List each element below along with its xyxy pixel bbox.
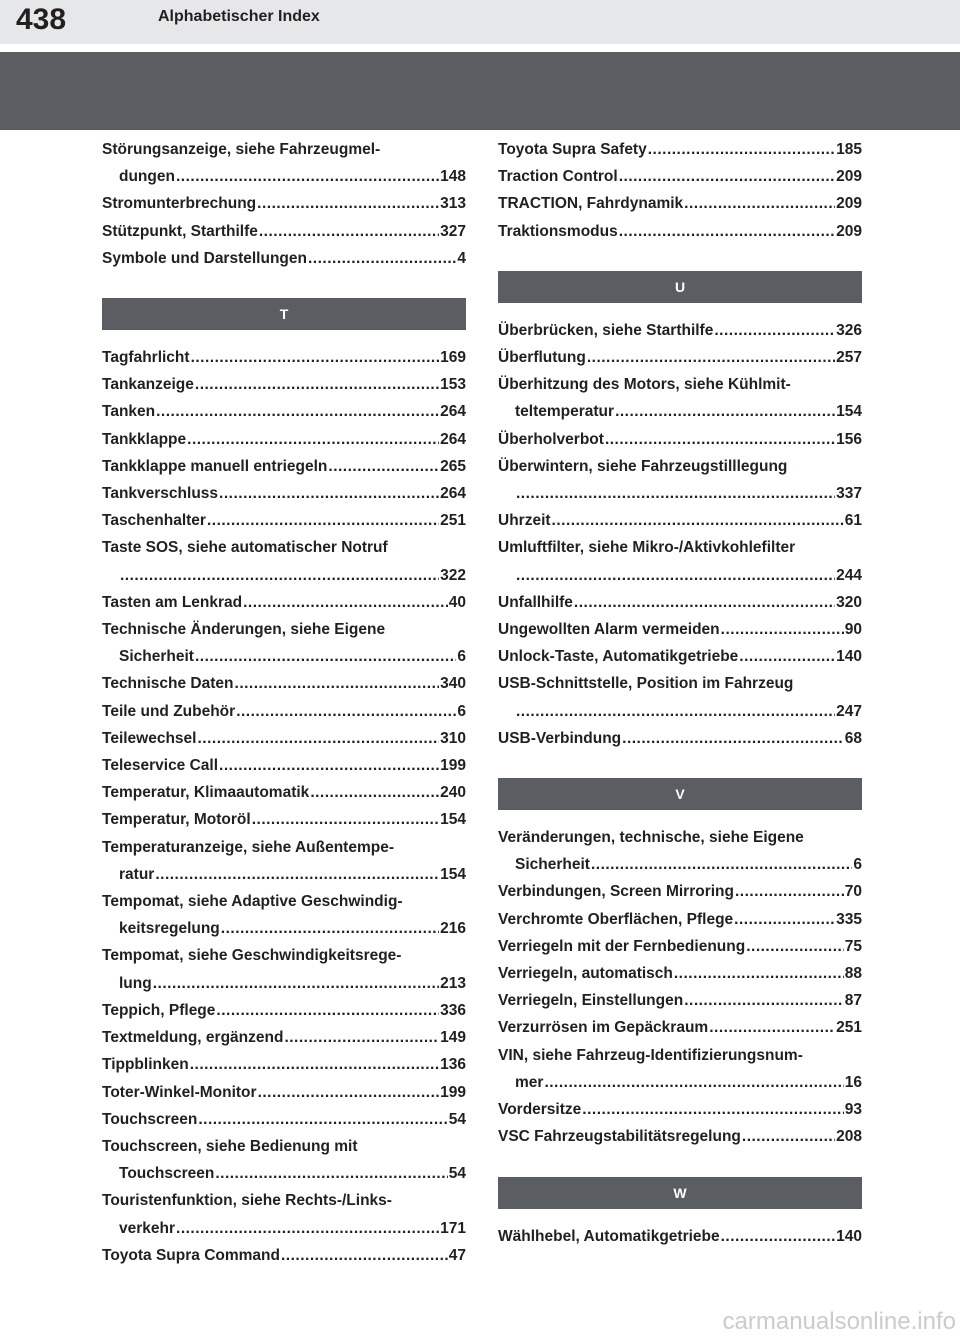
entry-term: Tasten am Lenkrad xyxy=(102,593,243,611)
index-entry xyxy=(498,218,862,245)
page-reference[interactable]: 247 xyxy=(836,702,862,720)
entry-term: Technische Daten xyxy=(102,675,234,693)
index-entry xyxy=(102,218,466,245)
dot-leader xyxy=(721,1223,836,1250)
entry-term: Tankverschluss xyxy=(102,485,219,503)
index-entry xyxy=(498,507,862,534)
dot-leader xyxy=(207,507,439,534)
dot-leader xyxy=(219,752,439,779)
section-header: T xyxy=(102,298,466,330)
dot-leader xyxy=(215,1160,447,1187)
dot-leader xyxy=(310,779,439,806)
index-entry xyxy=(102,1187,466,1241)
page-reference[interactable]: 169 xyxy=(440,349,466,367)
entry-term: Unfallhilfe xyxy=(498,593,573,611)
dot-leader xyxy=(187,426,439,453)
dot-leader xyxy=(236,698,456,725)
index-entry xyxy=(498,616,862,643)
page-header xyxy=(0,0,960,44)
index-entry xyxy=(102,942,466,996)
index-entry xyxy=(498,1123,862,1150)
index-entry xyxy=(498,878,862,905)
entry-term: VIN, siehe Fahrzeug-Identifizierungsnum- xyxy=(498,1046,803,1064)
dot-leader xyxy=(605,426,835,453)
entry-term: Textmeldung, ergänzend xyxy=(102,1029,284,1047)
entry-term: Ungewollten Alarm vermeiden xyxy=(498,621,720,639)
page-reference[interactable]: 93 xyxy=(844,1101,862,1119)
index-entry xyxy=(498,725,862,752)
page-reference[interactable]: 240 xyxy=(440,784,466,802)
page-reference[interactable]: 6 xyxy=(457,702,466,720)
entry-term: USB-Verbindung xyxy=(498,729,622,747)
entry-term: Sicherheit xyxy=(119,648,194,666)
page-reference[interactable]: 335 xyxy=(836,910,862,928)
page-reference[interactable]: 213 xyxy=(440,974,466,992)
dot-leader xyxy=(552,507,844,534)
dot-leader xyxy=(674,960,844,987)
dot-leader xyxy=(176,1215,439,1242)
entry-term: Tankklappe manuell entriegeln xyxy=(102,457,328,475)
page-reference[interactable]: 40 xyxy=(448,593,466,611)
dot-leader xyxy=(684,987,844,1014)
dot-leader xyxy=(252,806,439,833)
entry-term: Sicherheit xyxy=(515,856,590,874)
index-entry xyxy=(102,888,466,942)
index-entry xyxy=(498,987,862,1014)
index-entry xyxy=(498,344,862,371)
entry-term: Toyota Supra Safety xyxy=(498,141,647,158)
page-reference[interactable]: 148 xyxy=(440,168,466,186)
entry-term: Überholverbot xyxy=(498,430,604,448)
index-entry xyxy=(102,1242,466,1269)
dot-leader xyxy=(258,1079,440,1106)
page-reference[interactable]: 208 xyxy=(836,1128,862,1146)
entry-term: Verriegeln, Einstellungen xyxy=(498,992,684,1010)
index-entry xyxy=(102,534,466,588)
dot-leader xyxy=(684,190,835,217)
page-reference[interactable]: 320 xyxy=(836,593,862,611)
dot-leader xyxy=(587,344,835,371)
page-reference[interactable]: 47 xyxy=(448,1246,466,1264)
page-reference[interactable]: 209 xyxy=(836,222,862,240)
dot-leader xyxy=(219,480,439,507)
entry-term: ratur xyxy=(119,865,155,883)
page-reference[interactable]: 140 xyxy=(836,1227,862,1245)
entry-term: Touchscreen, siehe Bedienung mit xyxy=(102,1137,358,1155)
entry-term: Touchscreen xyxy=(119,1165,215,1183)
page-number: 438 xyxy=(16,3,67,36)
page-reference[interactable]: 4 xyxy=(457,249,466,267)
dot-leader xyxy=(574,589,835,616)
index-entry xyxy=(498,933,862,960)
index-entry xyxy=(498,371,862,425)
index-column-right xyxy=(498,136,862,1250)
entry-term: Teppich, Pflege xyxy=(102,1001,216,1019)
page-reference[interactable]: 16 xyxy=(844,1073,862,1091)
index-entry xyxy=(102,245,466,272)
header-band xyxy=(0,52,960,130)
page-reference[interactable]: 244 xyxy=(836,566,862,584)
index-entry xyxy=(498,670,862,724)
page-reference[interactable]: 136 xyxy=(440,1056,466,1074)
index-entry xyxy=(498,589,862,616)
entry-term: Stützpunkt, Starthilfe xyxy=(102,222,258,240)
dot-leader xyxy=(284,1024,439,1051)
index-entry xyxy=(102,616,466,670)
entry-term: Veränderungen, technische, siehe Eigene xyxy=(498,829,804,847)
dot-leader xyxy=(259,218,439,245)
entry-term: Überbrücken, siehe Starthilfe xyxy=(498,321,714,339)
watermark: carmanualsonline.info xyxy=(722,1308,956,1335)
dot-leader xyxy=(191,344,440,371)
dot-leader xyxy=(516,698,835,725)
page-reference[interactable]: 209 xyxy=(836,195,862,213)
section-header: U xyxy=(498,271,862,303)
index-entry xyxy=(102,752,466,779)
page-reference[interactable]: 322 xyxy=(440,566,466,584)
entry-term: Toter-Winkel-Monitor xyxy=(102,1083,257,1101)
entry-term: Verzurrösen im Gepäckraum xyxy=(498,1019,709,1037)
index-entry xyxy=(102,1051,466,1078)
dot-leader xyxy=(619,218,835,245)
index-entry xyxy=(102,698,466,725)
index-entry xyxy=(102,1133,466,1187)
entry-term: Verriegeln mit der Fernbedienung xyxy=(498,937,746,955)
index-entry xyxy=(102,507,466,534)
page-reference[interactable]: 199 xyxy=(440,1083,466,1101)
index-column-left xyxy=(102,136,466,1269)
entry-term: lung xyxy=(119,974,152,992)
index-entry xyxy=(102,589,466,616)
page-reference[interactable]: 90 xyxy=(844,621,862,639)
index-entry xyxy=(102,371,466,398)
dot-leader xyxy=(156,398,439,425)
page-reference[interactable]: 156 xyxy=(836,430,862,448)
page-reference[interactable]: 264 xyxy=(440,430,466,448)
entry-term: Tempomat, siehe Adaptive Geschwindig- xyxy=(102,893,403,911)
dot-leader xyxy=(155,861,439,888)
dot-leader xyxy=(190,1051,439,1078)
entry-term: Temperatur, Klimaautomatik xyxy=(102,784,310,802)
index-entry xyxy=(498,960,862,987)
page-reference[interactable]: 310 xyxy=(440,729,466,747)
dot-leader xyxy=(742,1123,835,1150)
index-entry xyxy=(498,643,862,670)
entry-term: Tankklappe xyxy=(102,430,187,448)
index-entry xyxy=(102,806,466,833)
dot-leader xyxy=(734,906,835,933)
dot-leader xyxy=(153,970,439,997)
index-entry xyxy=(498,1223,862,1250)
dot-leader xyxy=(257,190,439,217)
index-entry xyxy=(498,1096,862,1123)
entry-term: Verbindungen, Screen Mirroring xyxy=(498,883,734,901)
page-reference[interactable]: 54 xyxy=(448,1165,466,1183)
index-entry xyxy=(102,136,466,190)
dot-leader xyxy=(746,933,844,960)
dot-leader xyxy=(197,725,439,752)
index-entry xyxy=(102,398,466,425)
section-header: V xyxy=(498,778,862,810)
entry-term: Stromunterbrechung xyxy=(102,195,257,213)
entry-term: Traction Control xyxy=(498,168,618,186)
index-entry xyxy=(102,190,466,217)
index-entry xyxy=(498,317,862,344)
dot-leader xyxy=(615,398,835,425)
entry-term: Wählhebel, Automatikgetriebe xyxy=(498,1227,720,1245)
page-reference[interactable]: 251 xyxy=(836,1019,862,1037)
page-reference[interactable]: 70 xyxy=(844,883,862,901)
page-reference[interactable]: 336 xyxy=(440,1001,466,1019)
index-entry xyxy=(102,480,466,507)
index-entry xyxy=(102,1106,466,1133)
index-entry xyxy=(498,453,862,507)
index-entry xyxy=(102,1024,466,1051)
dot-leader xyxy=(721,616,844,643)
index-entry xyxy=(102,997,466,1024)
index-entry xyxy=(498,906,862,933)
page-reference[interactable]: 6 xyxy=(457,648,466,666)
page-reference[interactable]: 340 xyxy=(440,675,466,693)
entry-term: Überwintern, siehe Fahrzeugstilllegung xyxy=(498,457,788,475)
index-entry xyxy=(498,1014,862,1041)
section-header: W xyxy=(498,1177,862,1209)
entry-term: Temperatur, Motoröl xyxy=(102,811,251,829)
index-entry xyxy=(498,136,862,163)
dot-leader xyxy=(619,163,835,190)
entry-term: Tempomat, siehe Geschwindigkeitsrege- xyxy=(102,947,402,965)
index-entry xyxy=(102,725,466,752)
entry-term: Umluftfilter, siehe Mikro-/Aktivkohlefilter xyxy=(498,539,796,557)
entry-term: Uhrzeit xyxy=(498,512,551,530)
page-reference[interactable]: 68 xyxy=(844,729,862,747)
dot-leader xyxy=(281,1242,448,1269)
dot-leader xyxy=(735,878,844,905)
dot-leader xyxy=(648,136,835,163)
index-entry xyxy=(498,1042,862,1096)
dot-leader xyxy=(216,997,439,1024)
dot-leader xyxy=(714,317,835,344)
entry-term: VSC Fahrzeugstabilitätsregelung xyxy=(498,1128,741,1146)
index-entry xyxy=(498,426,862,453)
index-entry xyxy=(102,426,466,453)
dot-leader xyxy=(516,562,835,589)
page-reference[interactable]: 327 xyxy=(440,222,466,240)
entry-term: Teleservice Call xyxy=(102,757,219,775)
page-reference[interactable]: 199 xyxy=(440,757,466,775)
dot-leader xyxy=(176,163,439,190)
index-entry xyxy=(498,163,862,190)
entry-term: Tankanzeige xyxy=(102,376,194,394)
entry-term: Taschenhalter xyxy=(102,512,206,530)
entry-term: mer xyxy=(515,1073,544,1091)
page-reference[interactable]: 88 xyxy=(844,965,862,983)
page-reference[interactable]: 153 xyxy=(440,376,466,394)
dot-leader xyxy=(622,725,844,752)
dot-leader xyxy=(120,562,439,589)
entry-term: Überhitzung des Motors, siehe Kühlmit- xyxy=(498,376,791,394)
entry-term: Taste SOS, siehe automatischer Notruf xyxy=(102,539,388,557)
page-reference[interactable]: 251 xyxy=(440,512,466,530)
dot-leader xyxy=(195,371,439,398)
dot-leader xyxy=(544,1069,843,1096)
dot-leader xyxy=(235,670,440,697)
page-reference[interactable]: 264 xyxy=(440,485,466,503)
page-reference[interactable]: 257 xyxy=(836,349,862,367)
index-entry xyxy=(102,834,466,888)
page-reference[interactable]: 313 xyxy=(440,195,466,213)
entry-term: Verriegeln, automatisch xyxy=(498,965,673,983)
dot-leader xyxy=(243,589,448,616)
page-reference[interactable]: 154 xyxy=(440,811,466,829)
entry-term: Verchromte Oberflächen, Pflege xyxy=(498,910,734,928)
page-reference[interactable]: 216 xyxy=(440,920,466,938)
entry-term: Touchscreen xyxy=(102,1110,198,1128)
page-reference[interactable]: 54 xyxy=(448,1110,466,1128)
entry-term: Teile und Zubehör xyxy=(102,702,236,720)
page-reference[interactable]: 75 xyxy=(844,937,862,955)
entry-term: Teilewechsel xyxy=(102,729,197,747)
index-entry xyxy=(498,824,862,878)
entry-term: Symbole und Darstellungen xyxy=(102,249,307,267)
entry-term: Unlock-Taste, Automatikgetriebe xyxy=(498,648,739,666)
index-entry xyxy=(102,344,466,371)
header-title: Alphabetischer Index xyxy=(158,8,320,25)
page-reference[interactable]: 337 xyxy=(836,485,862,503)
page-reference[interactable]: 326 xyxy=(836,321,862,339)
entry-term: Touristenfunktion, siehe Rechts-/Links- xyxy=(102,1192,392,1210)
page-reference[interactable]: 154 xyxy=(440,865,466,883)
dot-leader xyxy=(582,1096,843,1123)
entry-term: teltemperatur xyxy=(515,403,615,421)
page-reference[interactable]: 154 xyxy=(836,403,862,421)
entry-term: Temperaturanzeige, siehe Außentempe- xyxy=(102,838,394,856)
page-reference[interactable]: 171 xyxy=(440,1219,466,1237)
entry-term: USB-Schnittstelle, Position im Fahrzeug xyxy=(498,675,794,693)
page-reference[interactable]: 209 xyxy=(836,168,862,186)
index-entry xyxy=(102,1079,466,1106)
entry-term: Tagfahrlicht xyxy=(102,349,190,367)
page-reference[interactable]: 6 xyxy=(853,856,862,874)
dot-leader xyxy=(739,643,835,670)
entry-term: TRACTION, Fahrdynamik xyxy=(498,195,684,213)
entry-term: Technische Änderungen, siehe Eigene xyxy=(102,621,386,639)
entry-term: Traktionsmodus xyxy=(498,222,618,240)
dot-leader xyxy=(221,915,439,942)
entry-term: Tanken xyxy=(102,403,156,421)
page-reference[interactable]: 140 xyxy=(836,648,862,666)
entry-term: Überflutung xyxy=(498,349,586,367)
index-entry xyxy=(498,190,862,217)
entry-term: Vordersitze xyxy=(498,1101,582,1119)
entry-term: verkehr xyxy=(119,1219,176,1237)
page-reference[interactable]: 87 xyxy=(844,992,862,1010)
dot-leader xyxy=(709,1014,835,1041)
entry-term: Toyota Supra Command xyxy=(102,1246,280,1264)
page-reference[interactable]: 61 xyxy=(844,512,862,530)
entry-term: Störungsanzeige, siehe Fahrzeugmel- xyxy=(102,141,381,158)
index-entry xyxy=(102,779,466,806)
page-reference[interactable]: 264 xyxy=(440,403,466,421)
dot-leader xyxy=(195,643,456,670)
index-entry xyxy=(498,534,862,588)
dot-leader xyxy=(516,480,835,507)
page-reference[interactable]: 185 xyxy=(836,141,862,158)
dot-leader xyxy=(591,851,852,878)
dot-leader xyxy=(198,1106,447,1133)
entry-term: Tippblinken xyxy=(102,1056,189,1074)
entry-term: keitsregelung xyxy=(119,920,220,938)
dot-leader xyxy=(328,453,439,480)
page-reference[interactable]: 265 xyxy=(440,457,466,475)
dot-leader xyxy=(308,245,456,272)
index-entry xyxy=(102,453,466,480)
index-entry xyxy=(102,670,466,697)
entry-term: dungen xyxy=(119,168,175,186)
page-reference[interactable]: 149 xyxy=(440,1029,466,1047)
